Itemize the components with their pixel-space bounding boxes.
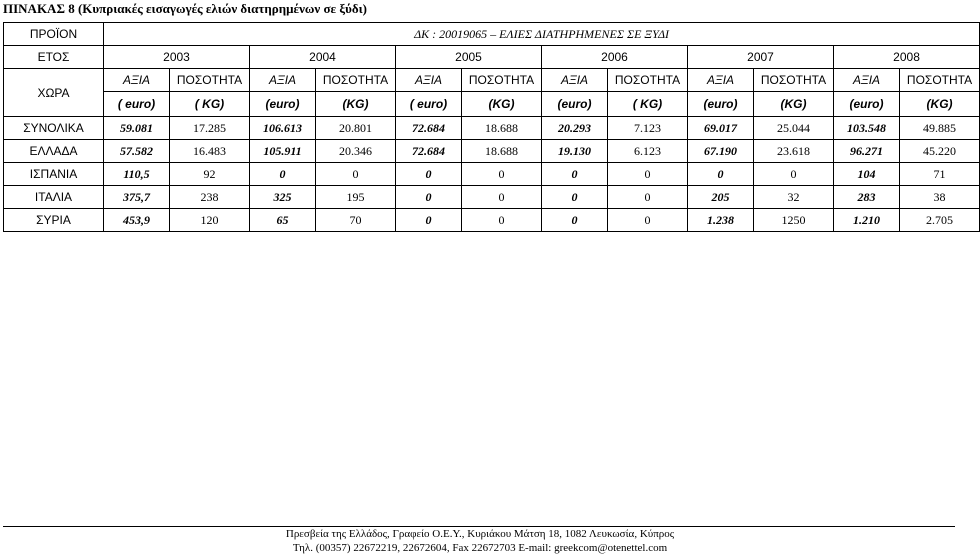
value-cell: 106.613 [250,117,316,140]
quantity-cell: 1250 [754,209,834,232]
value-cell: 57.582 [104,140,170,163]
quantity-cell: 120 [170,209,250,232]
quantity-cell: 23.618 [754,140,834,163]
quantity-cell: 18.688 [462,117,542,140]
value-cell: 69.017 [688,117,754,140]
quantity-cell: 238 [170,186,250,209]
country-name: ΕΛΛΑΔΑ [4,140,104,163]
footer-contact: Τηλ. (00357) 22672219, 22672604, Fax 22672703 E-mail: greekcom@otenettel.com [292,542,668,554]
imports-table [3,22,980,232]
country-name: ΙΤΑΛΙΑ [4,186,104,209]
year-header: 2004 [250,46,396,69]
value-cell: 0 [396,186,462,209]
table-title: ΠΙΝΑΚΑΣ 8 (Κυπριακές εισαγωγές ελιών διατηρημένων σε ξύδι) [3,1,367,16]
quantity-header: ΠΟΣΟΤΗΤΑ [608,69,688,92]
measure-row [4,69,980,92]
unit-header: (euro) [834,92,900,117]
value-cell: 325 [250,186,316,209]
quantity-cell: 20.801 [316,117,396,140]
table-body [4,117,980,232]
country-label: ΧΩΡΑ [4,69,104,117]
quantity-header: ΠΟΣΟΤΗΤΑ [170,69,250,92]
value-cell: 1.210 [834,209,900,232]
quantity-cell: 92 [170,163,250,186]
value-cell: 96.271 [834,140,900,163]
quantity-cell: 0 [462,186,542,209]
value-cell: 72.684 [396,140,462,163]
value-cell: 19.130 [542,140,608,163]
value-header: ΑΞΙΑ [542,69,608,92]
quantity-cell: 49.885 [900,117,980,140]
unit-header: (euro) [688,92,754,117]
year-label: ΕΤΟΣ [4,46,104,69]
value-cell: 0 [542,163,608,186]
quantity-cell: 0 [608,186,688,209]
value-cell: 0 [688,163,754,186]
year-row [4,46,980,69]
product-row [4,23,980,46]
quantity-cell: 0 [608,163,688,186]
value-cell: 105.911 [250,140,316,163]
value-cell: 72.684 [396,117,462,140]
quantity-header: ΠΟΣΟΤΗΤΑ [462,69,542,92]
quantity-cell: 6.123 [608,140,688,163]
quantity-cell: 32 [754,186,834,209]
value-cell: 283 [834,186,900,209]
quantity-cell: 2.705 [900,209,980,232]
value-cell: 0 [542,209,608,232]
table-row [4,186,980,209]
unit-header: (KG) [462,92,542,117]
quantity-cell: 25.044 [754,117,834,140]
quantity-cell: 70 [316,209,396,232]
table-row [4,117,980,140]
year-header: 2005 [396,46,542,69]
value-cell: 103.548 [834,117,900,140]
quantity-header: ΠΟΣΟΤΗΤΑ [316,69,396,92]
quantity-cell: 45.220 [900,140,980,163]
table-row [4,163,980,186]
value-header: ΑΞΙΑ [250,69,316,92]
value-cell: 375,7 [104,186,170,209]
product-label: ΠΡΟΪΟΝ [4,23,104,46]
year-header: 2006 [542,46,688,69]
unit-header: (euro) [250,92,316,117]
value-cell: 0 [250,163,316,186]
year-header: 2007 [688,46,834,69]
unit-header: ( KG) [608,92,688,117]
unit-row [4,92,980,117]
value-cell: 104 [834,163,900,186]
value-cell: 20.293 [542,117,608,140]
product-value: ΔΚ : 20019065 – ΕΛΙΕΣ ΔΙΑΤΗΡΗΜΕΝΕΣ ΣΕ ΞΥΔΙ [104,23,980,46]
country-name: ΣΥΡΙΑ [4,209,104,232]
quantity-cell: 17.285 [170,117,250,140]
value-cell: 205 [688,186,754,209]
quantity-header: ΠΟΣΟΤΗΤΑ [900,69,980,92]
year-header: 2003 [104,46,250,69]
value-cell: 0 [542,186,608,209]
unit-header: ( euro) [396,92,462,117]
unit-header: ( KG) [170,92,250,117]
value-cell: 453,9 [104,209,170,232]
unit-header: (KG) [900,92,980,117]
value-cell: 0 [396,209,462,232]
value-header: ΑΞΙΑ [834,69,900,92]
quantity-cell: 0 [462,209,542,232]
quantity-header: ΠΟΣΟΤΗΤΑ [754,69,834,92]
value-header: ΑΞΙΑ [688,69,754,92]
year-header: 2008 [834,46,980,69]
quantity-cell: 195 [316,186,396,209]
quantity-cell: 18.688 [462,140,542,163]
value-header: ΑΞΙΑ [104,69,170,92]
country-name: ΙΣΠΑΝΙΑ [4,163,104,186]
unit-header: (KG) [316,92,396,117]
country-name: ΣΥΝΟΛΙΚΑ [4,117,104,140]
unit-header: (euro) [542,92,608,117]
value-cell: 0 [396,163,462,186]
unit-header: (KG) [754,92,834,117]
footer-rule [3,526,955,527]
quantity-cell: 0 [316,163,396,186]
unit-header: ( euro) [104,92,170,117]
quantity-cell: 20.346 [316,140,396,163]
quantity-cell: 71 [900,163,980,186]
quantity-cell: 38 [900,186,980,209]
value-cell: 59.081 [104,117,170,140]
quantity-cell: 0 [462,163,542,186]
table-row [4,209,980,232]
value-cell: 67.190 [688,140,754,163]
value-cell: 110,5 [104,163,170,186]
value-header: ΑΞΙΑ [396,69,462,92]
footer-address: Πρεσβεία της Ελλάδος, Γραφείο Ο.Ε.Υ., Κυριάκου Μάτση 18, 1082 Λευκωσία, Κύπρος [285,528,675,540]
table-row [4,140,980,163]
value-cell: 65 [250,209,316,232]
quantity-cell: 16.483 [170,140,250,163]
quantity-cell: 0 [608,209,688,232]
quantity-cell: 0 [754,163,834,186]
quantity-cell: 7.123 [608,117,688,140]
value-cell: 1.238 [688,209,754,232]
